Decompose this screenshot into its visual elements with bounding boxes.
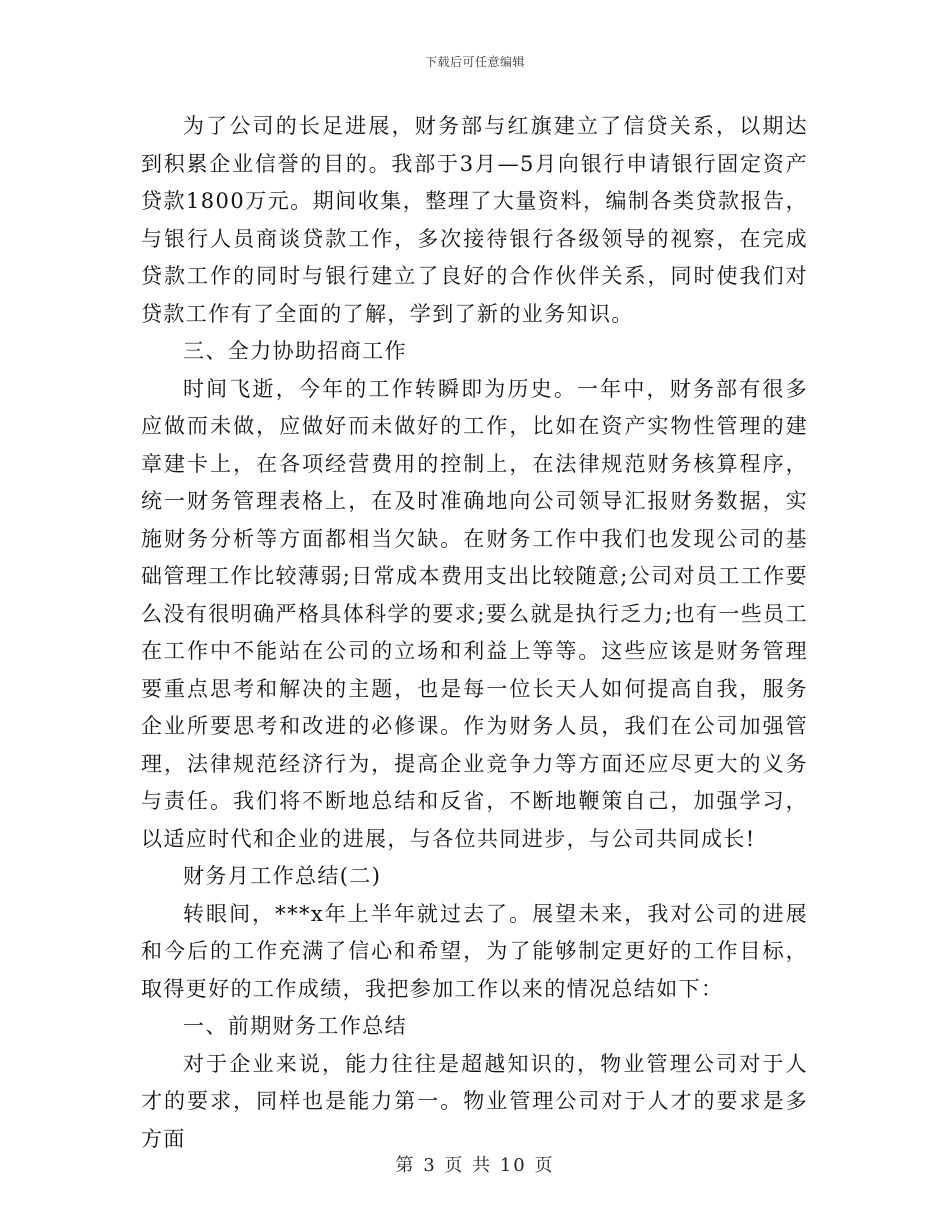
document-body (141, 108, 808, 1158)
paragraph-half-year: 转眼间，***x年上半年就过去了。展望未来，我对公司的进展和今后的工作充满了信心和希望，为了能够制定更好的工作目标，取得更好的工作成绩，我把参加工作以来的情况总结如下： (141, 901, 808, 1001)
header-note: 下载后可任意编辑 (424, 55, 525, 69)
paragraph-year-review: 时间飞逝，今年的工作转瞬即为历史。一年中，财务部有很多应做而未做，应做好而未做好的工作，比如在资产实物性管理的建章建卡上，在各项经营费用的控制上，在法律规范财务核算程序，统一财务管理表格上，在及时准确地向公司领导汇报财务数据，实施财务分析等方面都相当欠缺。在财务工作中我们也发现公司的基础管理工作比较薄弱;日常成本费用支出比较随意;公司对员工工作要么没有很明确严格具体科学的要求;要么就是执行乏力;也有一些员工在工作中不能站在公司的立场和利益上等等。这些应该是财务管理要重点思考和解决的主题，也是每一位长天人如何提高自我，服务企业所要思考和改进的必修课。作为财务人员，我们在公司加强管理，法律规范经济行为，提高企业竞争力等方面还应尽更大的义务与责任。我们将不断地总结和反省，不断地鞭策自己，加强学习，以适应时代和企业的进展，与各位共同进步，与公司共同成长! (141, 376, 808, 851)
section-heading-investment: 三、全力协助招商工作 (183, 339, 407, 363)
section-title-summary-two: 财务月工作总结(二) (183, 864, 382, 888)
paragraph-ability: 对于企业来说，能力往往是超越知识的，物业管理公司对于人才的要求，同样也是能力第一。物业管理公司对于人才的要求是多方面 (141, 1051, 808, 1151)
page-number: 第 3 页 共 10 页 (395, 1155, 555, 1176)
section-heading-early-work: 一、前期财务工作总结 (183, 1014, 407, 1038)
paragraph-loan-relations: 为了公司的长足进展，财务部与红旗建立了信贷关系，以期达到积累企业信誉的目的。我部于3月—5月向银行申请银行固定资产贷款1800万元。期间收集，整理了大量资料，编制各类贷款报告，与银行人员商谈贷款工作，多次接待银行各级领导的视察，在完成贷款工作的同时与银行建立了良好的合作伙伴关系，同时使我们对贷款工作有了全面的了解，学到了新的业务知识。 (141, 114, 808, 326)
